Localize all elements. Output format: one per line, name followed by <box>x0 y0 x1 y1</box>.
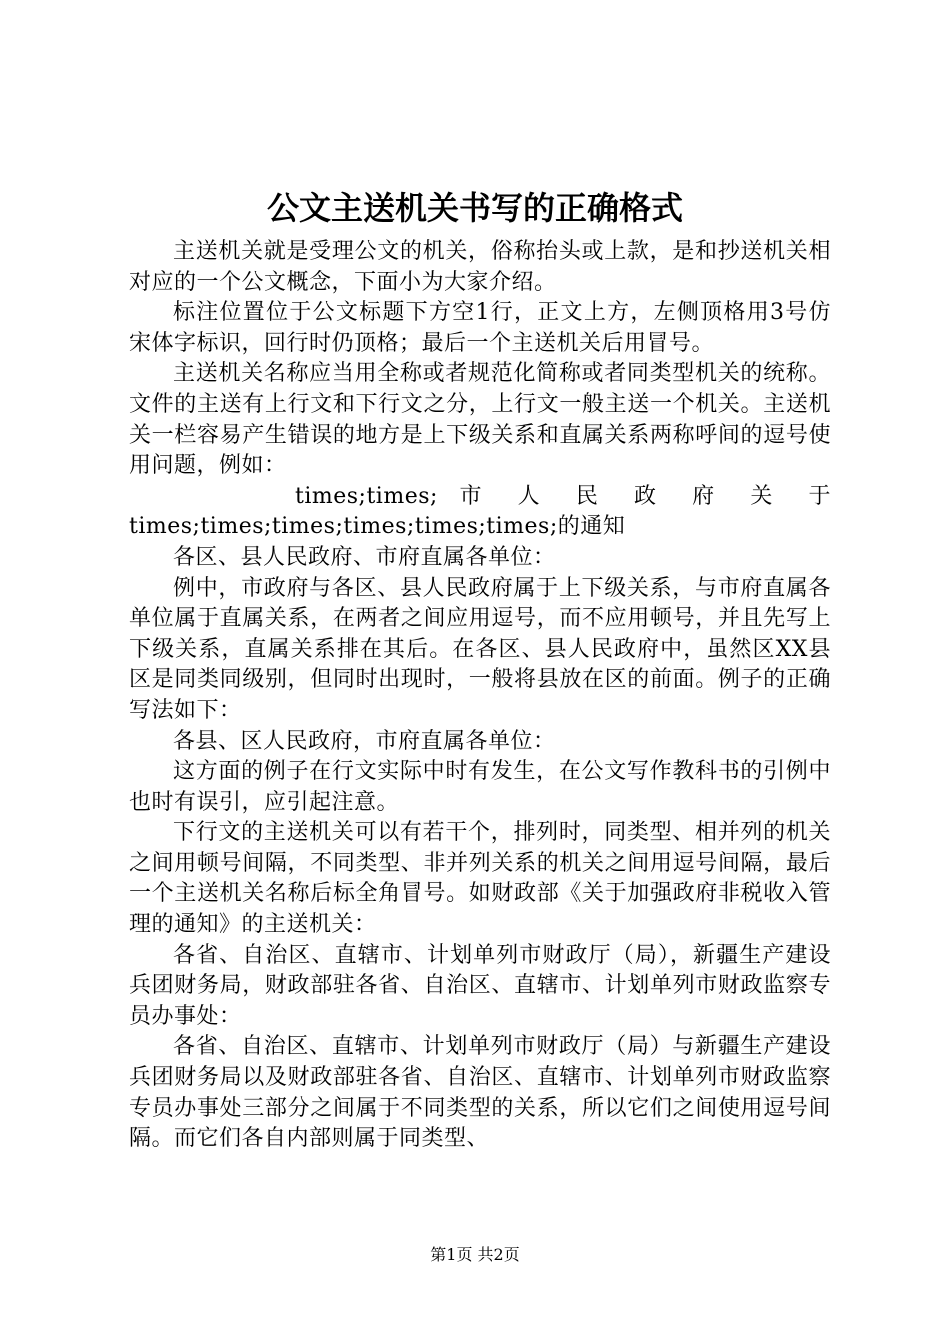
paragraph-1: 主送机关就是受理公文的机关，俗称抬头或上款，是和抄送机关相对应的一个公文概念，下面小为大家介绍。 <box>129 239 831 295</box>
paragraph-6: 下行文的主送机关可以有若干个，排列时，同类型、相并列的机关之间用顿号间隔，不同类型、非并列关系的机关之间用逗号间隔，最后一个主送机关名称后标全角冒号。如财政部《关于加强政府非税收入管理的通知》的主送机关： <box>129 820 831 938</box>
page-footer: 第1页 共2页 <box>430 1245 520 1264</box>
page-title: 公文主送机关书写的正确格式 <box>266 189 683 227</box>
paragraph-4: 例中，市政府与各区、县人民政府属于上下级关系，与市府直属各单位属于直属关系，在两者之间应用逗号，而不应用顿号，并且先写上下级关系，直属关系排在其后。在各区、县人民政府中，虽然区XX县区是同类同级别，但同时出现时，一般将县放在区的前面。例子的正确写法如下： <box>129 575 831 723</box>
example-title-line <box>129 482 831 543</box>
paragraph-example-finance: 各省、自治区、直辖市、计划单列市财政厅（局），新疆生产建设兵团财务局，财政部驻各省、自治区、直辖市、计划单列市财政监察专员办事处： <box>129 942 831 1029</box>
paragraph-example-correct: 各县、区人民政府，市府直属各单位： <box>173 728 556 754</box>
paragraph-2: 标注位置位于公文标题下方空1行，正文上方，左侧顶格用3号仿宋体字标识，回行时仍顶格；最后一个主送机关后用冒号。 <box>129 300 831 356</box>
paragraph-5: 这方面的例子在行文实际中时有发生，在公文写作教科书的引例中也时有误引，应引起注意。 <box>129 759 831 815</box>
paragraph-7: 各省、自治区、直辖市、计划单列市财政厅（局）与新疆生产建设兵团财务局以及财政部驻各省、自治区、直辖市、计划单列市财政监察专员办事处三部分之间属于不同类型的关系，所以它们之间使用逗号间隔。而它们各自内部则属于同类型、 <box>129 1034 831 1152</box>
paragraph-3: 主送机关名称应当用全称或者规范化简称或者同类型机关的统称。文件的主送有上行文和下行文之分，上行文一般主送一个机关。主送机关一栏容易产生错误的地方是上下级关系和直属关系两称呼间的逗号使用问题，例如： <box>129 361 831 479</box>
example-title-text: times;times; 市 人 民 政 府 关 于 times;times;times;times;times;times;的通知 <box>129 483 831 540</box>
document-body <box>129 237 831 1155</box>
paragraph-example-wrong: 各区、县人民政府、市府直属各单位： <box>173 544 556 570</box>
